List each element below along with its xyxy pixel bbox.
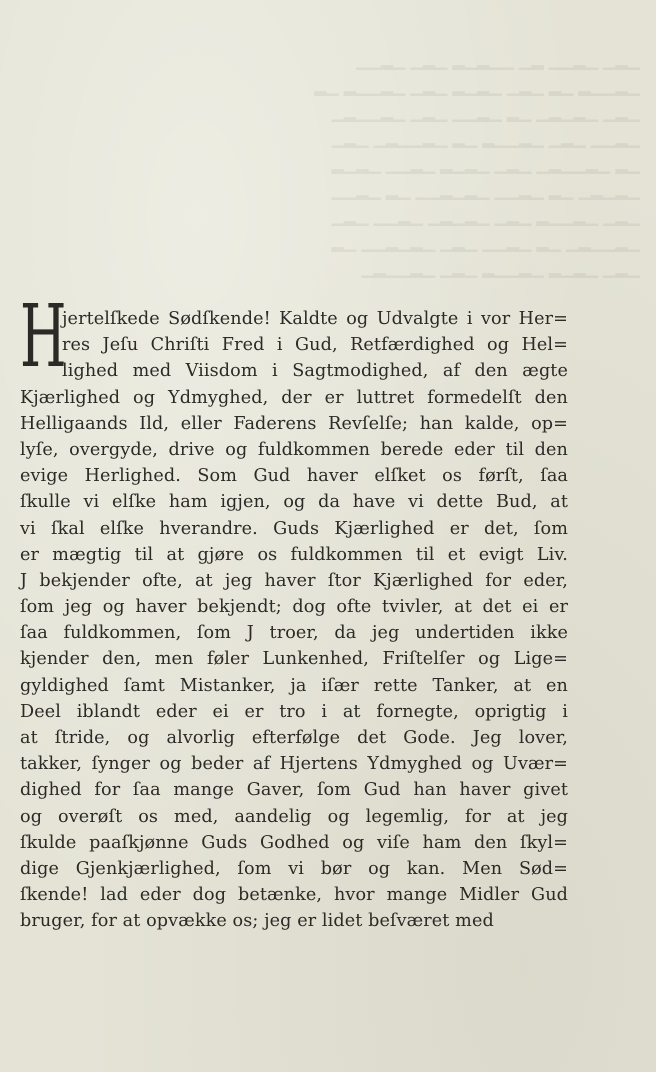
text-line: ſaa fuldkommen, ſom J troer, da jeg undertiden ikke <box>20 623 568 644</box>
text-line: res Jeſu Chriſti Fred i Gud, Retfærdighed og Hel= <box>62 335 568 356</box>
text-line: ſom jeg og haver bekjendt; dog ofte tvivler, at det ei er <box>20 597 568 618</box>
bleed-through-text: ▁▂▁ ▁▂▁▁ ▂▁ ▁▁▂▁▂ ▁▂▁ ▁▂▁▁ ▁▂▁▁▂ ▁▂ ▁▂▁ ▁▂▁▂ ▁▂▁ ▁▂▁▁▂ ▁▂ ▁▂▁ ▁▂▁▂▁ ▁▂ ▁▂▁▁ ▁▂▁ ▁▂▁▁▂▁ ▁▂▁▁ ▁▂▁ ▁▂▁▁▂ ▁▂ ▁▂▁▁▂▁ ▁▂▁ ▁▂ ▁▂▁▁▂▁ ▁▂▁ ▁▂▁▂ ▁▂▁▁ ▁▂▁▂ ▁▂▁▂▁ ▁▂ ▁▂▁▁ ▁▂▁▂▁▁ ▁▂ ▁▂▁▁ ▁▂▁ ▁▂▁▁▂ ▁▂▁ ▁▂▁▂▁ ▁▂▁▁ ▁▂▁ ▁▂▁▁▂▁ ▁▂ ▁▂▁▁ ▁▂▁ ▁▂▁▂▁▁ ▁▂ ▁▂▁ ▁▂▁▂ ▁▂▁▁▂ ▁▂▁ ▁▂▁▁▂▁ <box>314 51 640 278</box>
text-line: J bekjender ofte, at jeg haver ſtor Kjærlighed for eder, <box>20 570 568 591</box>
text-line: evige Herlighed. Som Gud haver elſket os førſt, ſaa <box>20 466 568 487</box>
text-line: er mægtig til at gjøre os fuldkommen til et evigt Liv. <box>20 544 568 565</box>
text-line: at ſtride, og alvorlig efterfølge det Gode. Jeg lover, <box>20 728 568 748</box>
text-line: kjender den, men føler Lunkenhed, Friſtelſer og Lige= <box>20 649 568 670</box>
text-line: ſkulde paaſkjønne Guds Godhed og viſe ham den ſkyl= <box>20 832 568 853</box>
text-line: takker, ſynger og beder af Hjertens Ydmyghed og Uvær= <box>20 754 568 775</box>
text-line: og overøſt os med, aandelig og legemlig, for at jeg <box>20 806 568 827</box>
drop-cap-initial: H <box>20 287 67 387</box>
text-line: gyldighed ſamt Mistanker, ja iſær rette Tanker, at en <box>20 675 568 696</box>
text-line: lighed med Viisdom i Sagtmodighed, af den ægte <box>62 361 568 382</box>
text-line: Helligaands Ild, eller Faderens Revſelſe; han kalde, op= <box>20 413 568 434</box>
text-line: Kjærlighed og Ydmyghed, der er luttret formedelſt den <box>20 387 568 408</box>
text-line: jertelſkede Sødſkende! Kaldte og Udvalgte i vor Her= <box>62 309 568 329</box>
text-line: dighed for ſaa mange Gaver, ſom Gud han haver givet <box>20 780 568 801</box>
text-line: Deel iblandt eder ei er tro i at fornegte, oprigtig i <box>20 701 568 722</box>
text-line: bruger, for at opvække os; jeg er lidet beſværet med <box>20 911 494 932</box>
text-line: ſkende! lad eder dog betænke, hvor mange Midler Gud <box>20 885 568 906</box>
text-line: ſkulle vi elſke ham igjen, og da have vi dette Bud, at <box>20 492 568 513</box>
text-line: vi ſkal elſke hverandre. Guds Kjærlighed er det, ſom <box>20 518 568 539</box>
text-line: lyſe, overgyde, drive og fuldkommen berede eder til den <box>20 439 568 460</box>
text-line: dige Gjenkjærlighed, ſom vi bør og kan. Men Sød= <box>20 858 568 879</box>
letter-text <box>20 306 568 935</box>
